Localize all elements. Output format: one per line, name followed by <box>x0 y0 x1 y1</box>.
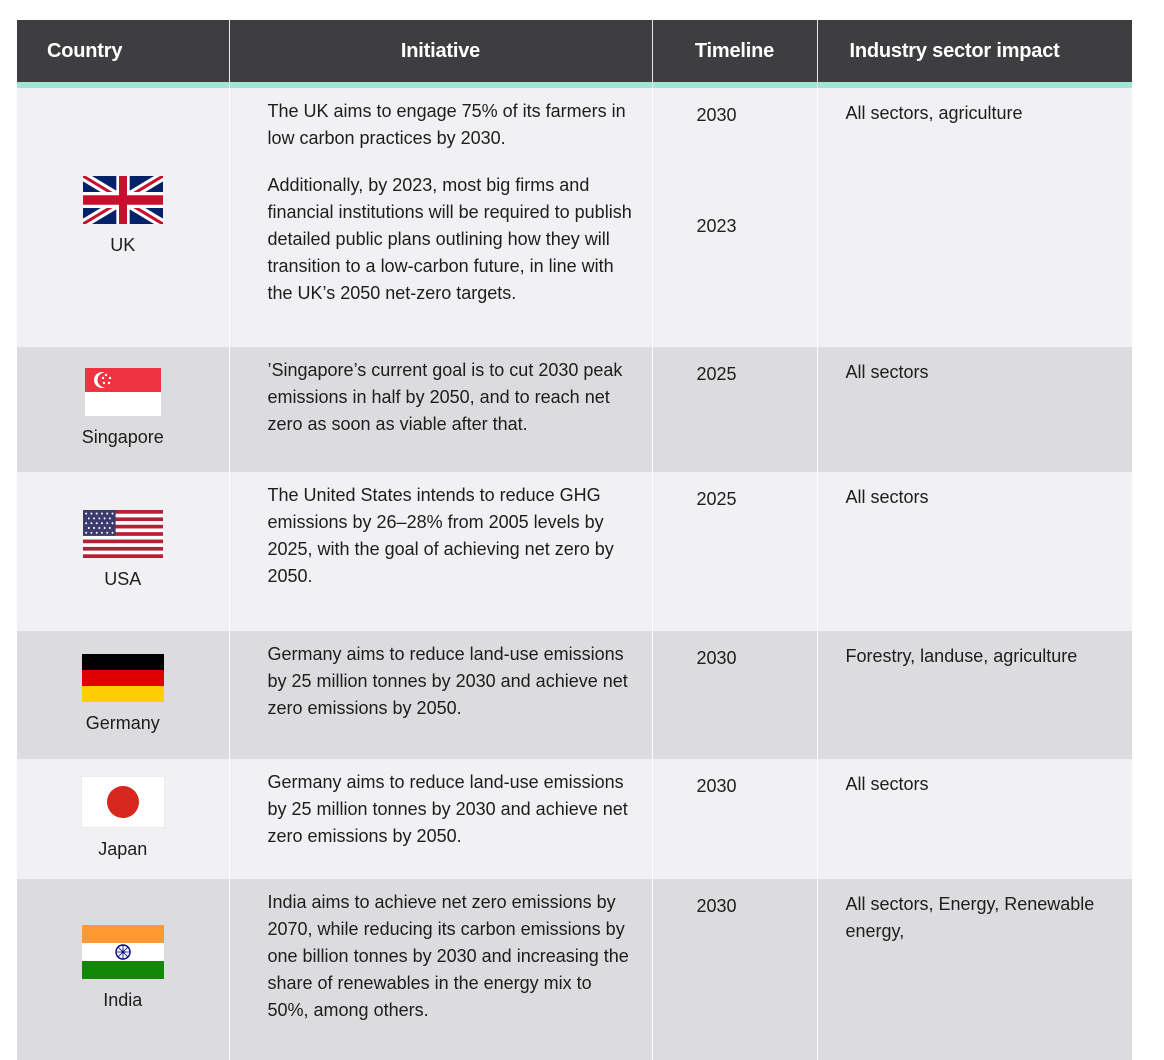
timeline-cell <box>652 472 817 631</box>
table-row <box>17 88 1132 347</box>
initiative-cell <box>229 347 652 472</box>
initiative-cell <box>229 759 652 879</box>
timeline-value: 2030 <box>696 896 737 916</box>
initiative-cell <box>229 88 652 347</box>
initiative-text: India aims to achieve net zero emissions by 2070, while reducing its carbon emissions by one billion tonnes by 2030 and increasing the share of renewables in the energy mix to 50%, among others. <box>267 892 629 1020</box>
initiative-text: Additionally, by 2023, most big firms and financial institutions will be required to publish detailed public plans outlining how they will transition to a low-carbon future, in line with the UK’s 2050 net-zero targets. <box>267 175 632 303</box>
initiative-text: The United States intends to reduce GHG emissions by 26–28% from 2005 levels by 2025, with the goal of achieving net zero by 2050. <box>267 485 614 586</box>
country-cell <box>17 347 229 472</box>
table-row <box>17 631 1132 759</box>
usa-flag-icon <box>83 510 163 558</box>
timeline-cell <box>652 88 817 347</box>
header-timeline: Timeline <box>652 20 817 82</box>
initiative-text: Germany aims to reduce land-use emissions by 25 million tonnes by 2030 and achieve net zero emissions by 2050. <box>267 772 628 846</box>
timeline-cell <box>652 347 817 472</box>
country-cell <box>17 472 229 631</box>
india-flag-icon <box>82 925 164 979</box>
singapore-flag-icon <box>85 368 161 416</box>
sector-cell: All sectors, agriculture <box>817 88 1132 347</box>
header-country: Country <box>17 20 229 82</box>
germany-flag-icon <box>82 654 164 702</box>
sector-cell: All sectors, Energy, Renewable energy, <box>817 879 1132 1060</box>
sector-cell: Forestry, landuse, agriculture <box>817 631 1132 759</box>
header-row <box>17 20 1132 82</box>
initiative-text: ’Singapore’s current goal is to cut 2030 peak emissions in half by 2050, and to reach net zero as soon as viable after that. <box>267 360 623 434</box>
timeline-value: 2025 <box>696 364 737 384</box>
country-name: USA <box>104 569 142 589</box>
net-zero-initiatives-table <box>17 20 1132 1060</box>
country-name: India <box>103 990 143 1010</box>
header-initiative: Initiative <box>229 20 652 82</box>
country-cell <box>17 879 229 1060</box>
timeline-value: 2023 <box>696 216 737 236</box>
country-name: Singapore <box>81 427 164 447</box>
timeline-value: 2030 <box>696 648 737 668</box>
sector-cell: All sectors <box>817 347 1132 472</box>
sector-cell: All sectors <box>817 759 1132 879</box>
header-sector-impact: Industry sector impact <box>817 20 1132 82</box>
country-cell <box>17 759 229 879</box>
country-name: Japan <box>98 838 148 859</box>
sector-cell: All sectors <box>817 472 1132 631</box>
timeline-value: 2025 <box>696 489 737 509</box>
timeline-cell <box>652 879 817 1060</box>
initiative-cell <box>229 631 652 759</box>
country-name: Germany <box>85 712 160 733</box>
japan-flag-icon <box>81 776 165 828</box>
table-row <box>17 472 1132 631</box>
country-name: UK <box>110 235 136 255</box>
uk-flag-icon <box>83 176 163 224</box>
table-row <box>17 347 1132 472</box>
timeline-cell <box>652 631 817 759</box>
initiative-cell <box>229 879 652 1060</box>
initiative-text: The UK aims to engage 75% of its farmers in low carbon practices by 2030. <box>267 101 626 148</box>
country-cell <box>17 631 229 759</box>
net-zero-table-container <box>17 20 1132 1060</box>
country-cell <box>17 88 229 347</box>
initiative-cell <box>229 472 652 631</box>
table-header <box>17 20 1132 88</box>
timeline-value: 2030 <box>696 105 737 125</box>
timeline-value: 2030 <box>696 776 737 796</box>
initiative-text: Germany aims to reduce land-use emissions by 25 million tonnes by 2030 and achieve net zero emissions by 2050. <box>267 644 628 718</box>
table-row <box>17 759 1132 879</box>
table-row <box>17 879 1132 1060</box>
timeline-cell <box>652 759 817 879</box>
